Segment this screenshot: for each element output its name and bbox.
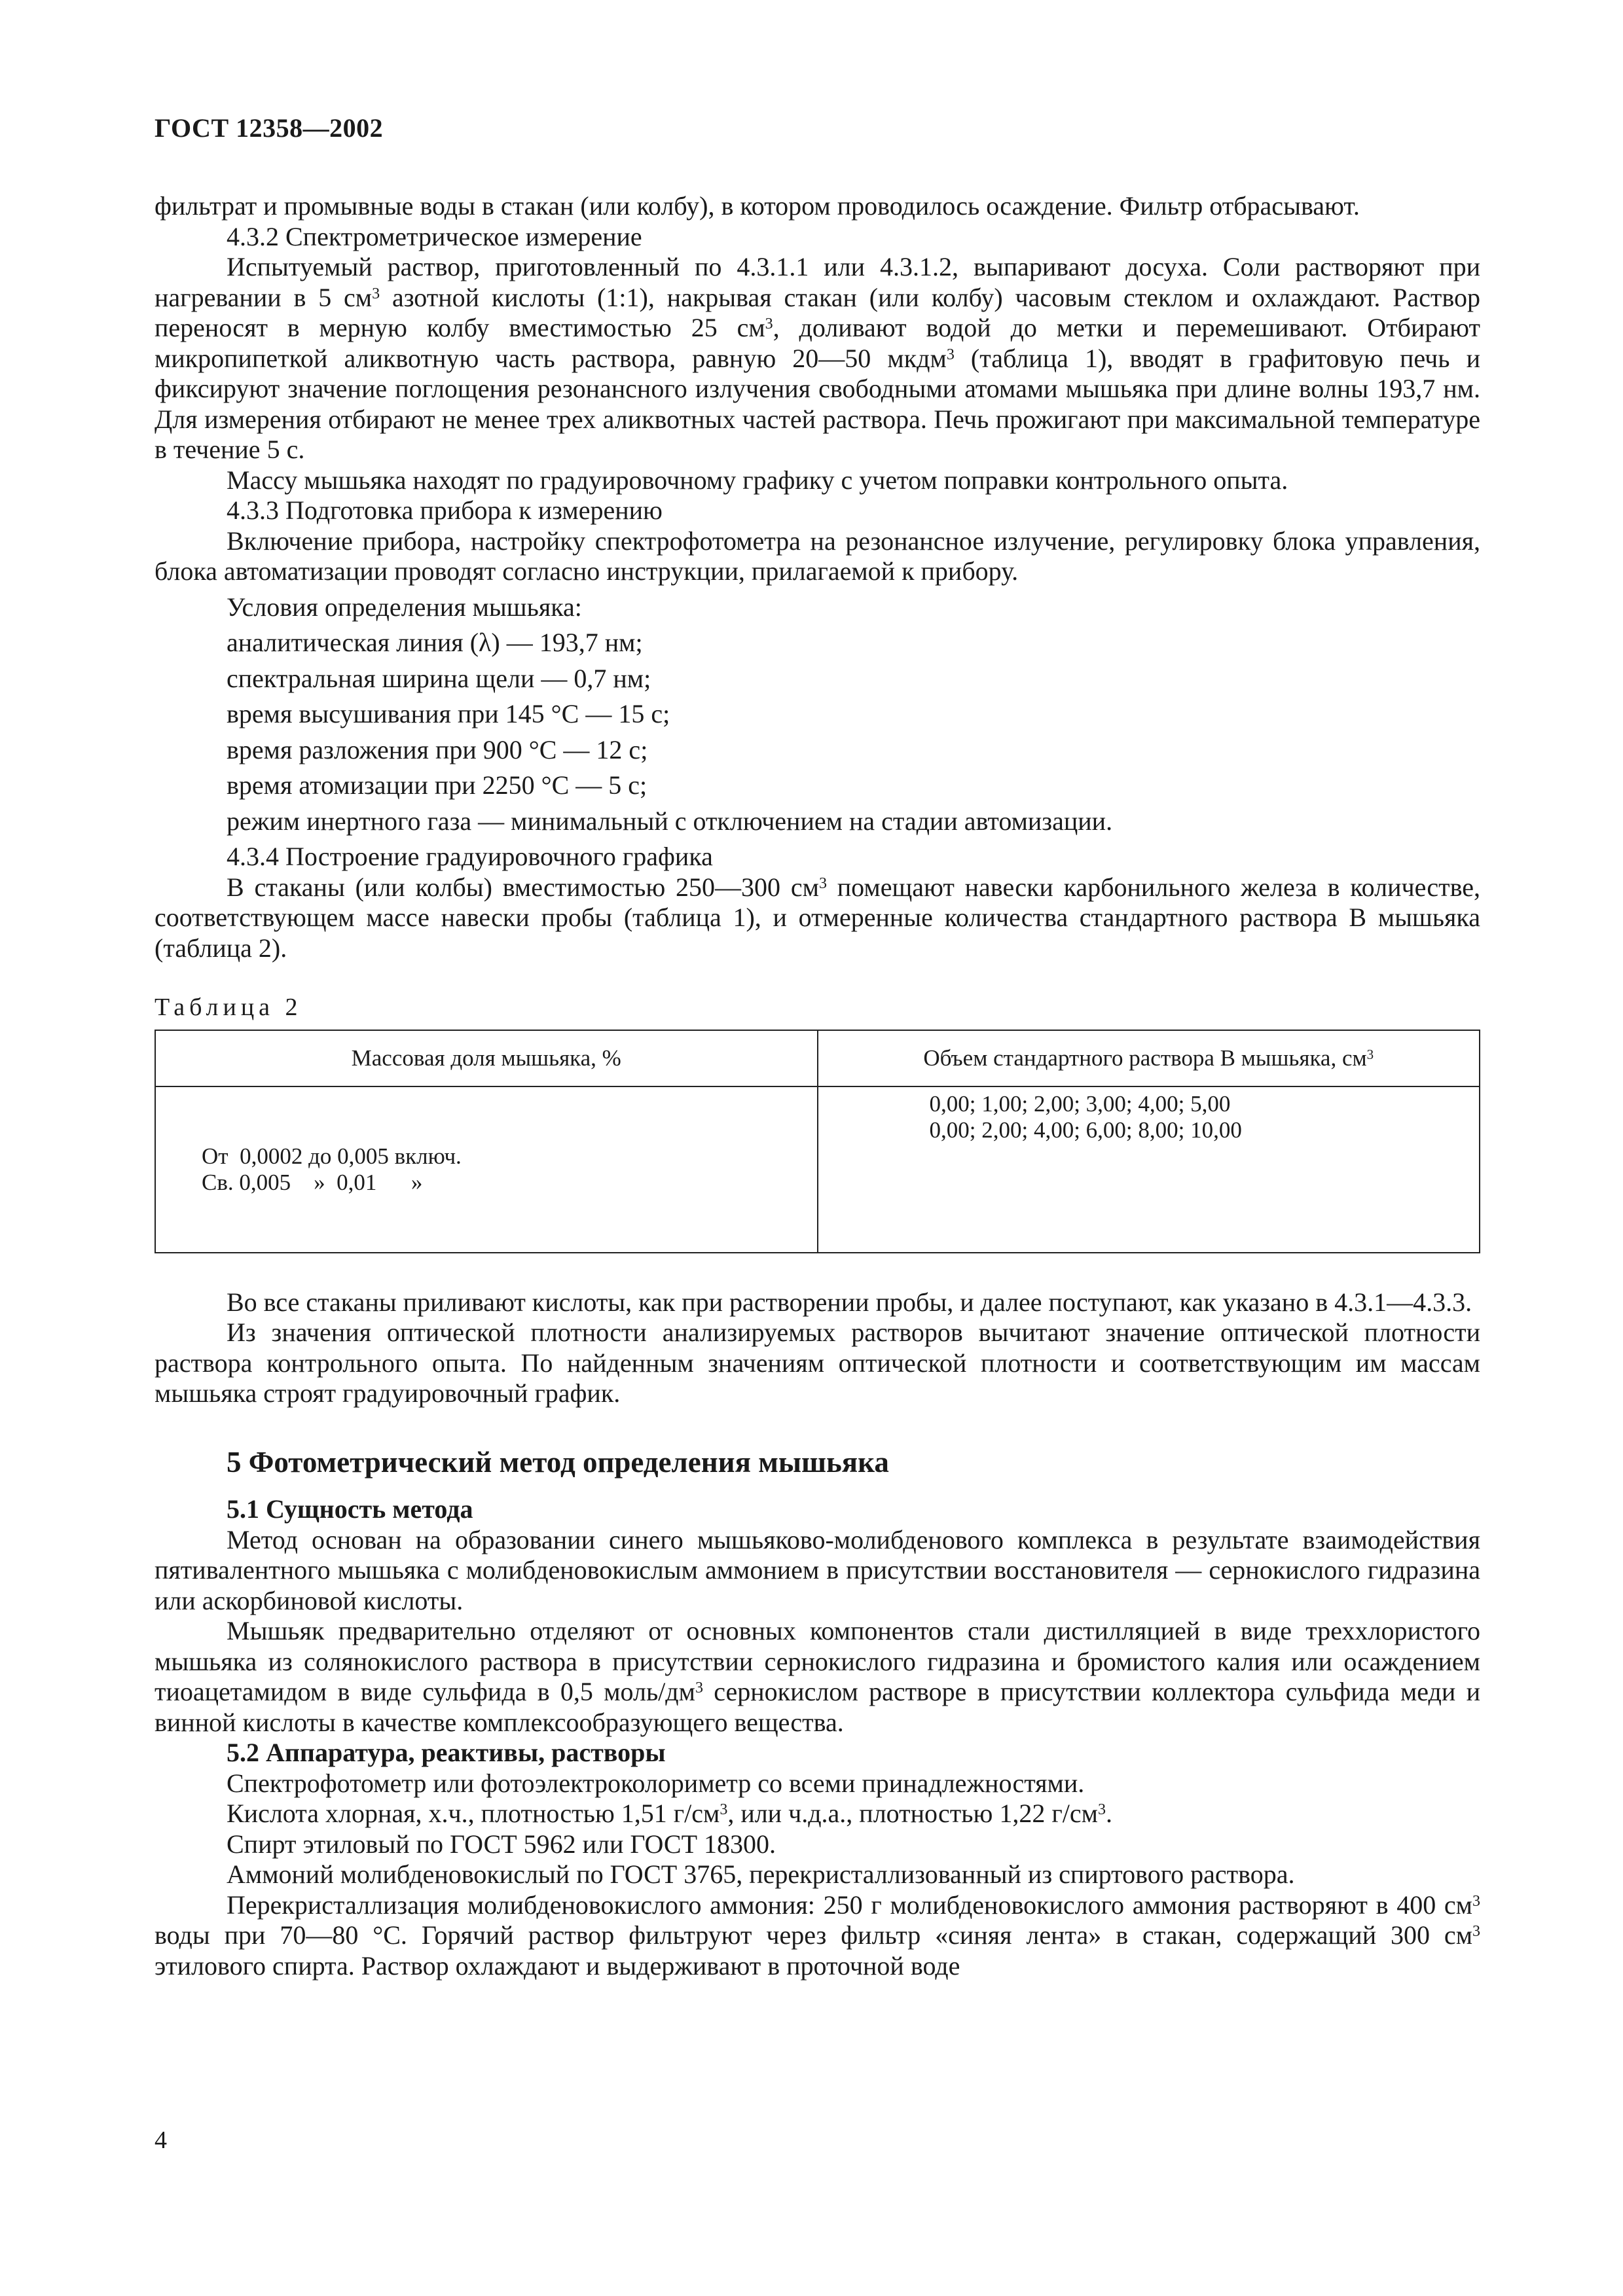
paragraph: Включение прибора, настройку спектрофотометра на резонансное излучение, регулировку блока управления, блока автоматизации проводят согласно инструкции, прилагаемой к прибору. [155, 526, 1480, 586]
paragraph: Кислота хлорная, х.ч., плотностью 1,51 $г/см^3$, или ч.д.а., плотностью 1,22 $г/см^3$. [227, 1799, 1112, 1828]
paragraph: Метод основан на образовании синего мышьяково-молибденового комплекса в результате взаимодействия пятивалентного мышьяка с молибденовокислым аммонием в присутствии восстановителя — сернокислого гидразина или аскорбиновой кислоты. [155, 1524, 1480, 1615]
section-title-5: 5 Фотометрический метод определения мышьяка [227, 1445, 889, 1479]
subsection-title-4-3-2: 4.3.2 Спектрометрическое измерение [227, 221, 642, 251]
paragraph: Перекристаллизация молибденовокислого аммония: 250 г молибденовокислого аммония растворяют в 400 $см^3$ воды при 70—80 °С. Горячий раствор фильтруют через фильтр «синяя лента» в стакан, содержащий 300 $см^3$ этилового спирта. Раствор охлаждают и выдерживают в проточной воде [155, 1890, 1480, 1981]
paragraph: фильтрат и промывные воды в стакан (или колбу), в котором проводилось осаждение. Фильтр отбрасывают. [155, 191, 1360, 221]
subsection-title-5-2: 5.2 Аппаратура, реактивы, растворы [227, 1738, 666, 1767]
paragraph: Спектрофотометр или фотоэлектроколориметр со всеми принадлежностями. [227, 1768, 1085, 1798]
table-caption: Таблица 2 [155, 994, 302, 1021]
table-header-row [155, 1030, 1480, 1086]
condition-item: режим инертного газа — минимальный с отключением на стадии автомизации. [227, 806, 1113, 836]
page-number: 4 [155, 2126, 167, 2154]
paragraph: Спирт этиловый по ГОСТ 5962 или ГОСТ 18300. [227, 1829, 776, 1859]
condition-item: аналитическая линия (λ) — 193,7 нм; [227, 628, 643, 657]
condition-item: время атомизации при 2250 °С — 5 с; [227, 770, 647, 800]
paragraph: Массу мышьяка находят по градуировочному графику с учетом поправки контрольного опыта. [227, 465, 1288, 495]
subsection-title-5-1: 5.1 Сущность метода [227, 1494, 473, 1524]
document-body [155, 191, 1480, 1981]
conditions-list [155, 592, 1480, 837]
condition-item: Условия определения мышьяка: [227, 592, 582, 622]
paragraph: Испытуемый раствор, приготовленный по 4.3.1.1 или 4.3.1.2, выпаривают досуха. Соли растворяют при нагревании в 5 $см^3$ азотной кислоты (1:1), накрывая стакан (или колбу) часовым стеклом и охлаждают. Раствор переносят в мерную колбу вместимостью 25 $см^3$, доливают водой до метки и перемешивают. Отбирают микропипеткой аликвотную часть раствора, равную 20—50 мкдм$^3$ (таблица 1), вводят в графитовую печь и фиксируют значение поглощения резонансного излучения свободными атомами мышьяка при длине волны 193,7 нм. Для измерения отбирают не менее трех аликвотных частей раствора. Печь прожигают при максимальной температуре в течение 5 с. [155, 252, 1481, 464]
condition-item: время высушивания при 145 °С — 15 с; [227, 699, 670, 728]
paragraph: Из значения оптической плотности анализируемых растворов вычитают значение оптической плотности раствора контрольного опыта. По найденным значениям оптической плотности и соответствующим им массам мышьяка строят градуировочный график. [155, 1318, 1480, 1408]
paragraph: Во все стаканы приливают кислоты, как при растворении пробы, и далее поступают, как указано в 4.3.1—4.3.3. [227, 1287, 1472, 1317]
document-header: ГОСТ 12358—2002 [155, 113, 384, 143]
table-cell: 0,00; 1,00; 2,00; 3,00; 4,00; 5,00 0,00; 2,00; 4,00; 6,00; 8,00; 10,00 [818, 1086, 1480, 1253]
table-row [155, 1086, 1480, 1253]
table-2 [155, 1030, 1480, 1253]
condition-item: время разложения при 900 °С — 12 с; [227, 734, 648, 764]
paragraph: В стаканы (или колбы) вместимостью 250—300 $см^3$ помещают навески карбонильного железа в количестве, соответствующем массе навески пробы (таблица 1), и отмеренные количества стандартного раствора В мышьяка (таблица 2). [155, 872, 1481, 963]
paragraph: Аммоний молибденовокислый по ГОСТ 3765, перекристаллизованный из спиртового раствора. [227, 1859, 1295, 1889]
subsection-title-4-3-3: 4.3.3 Подготовка прибора к измерению [227, 495, 663, 525]
subsection-title-4-3-4: 4.3.4 Построение градуировочного графика [227, 842, 713, 871]
paragraph: Мышьяк предварительно отделяют от основных компонентов стали дистилляцией в виде треххлористого мышьяка из солянокислого раствора в присутствии сернокислого гидразина и бромистого калия или осаждением тиоацетамидом в виде сульфида в 0,5 моль/$дм^3$ сернокислом растворе в присутствии коллектора сульфида меди и винной кислоты в качестве комплексообразующего вещества. [155, 1616, 1480, 1737]
column-header: Объем стандартного раствора В мышьяка, $см^3$ [818, 1030, 1480, 1086]
table-cell: От 0,0002 до 0,005 включ. Св. 0,005 » 0,01 » [155, 1086, 818, 1253]
condition-item: спектральная ширина щели — 0,7 нм; [227, 663, 651, 693]
column-header: Массовая доля мышьяка, % [155, 1030, 818, 1086]
